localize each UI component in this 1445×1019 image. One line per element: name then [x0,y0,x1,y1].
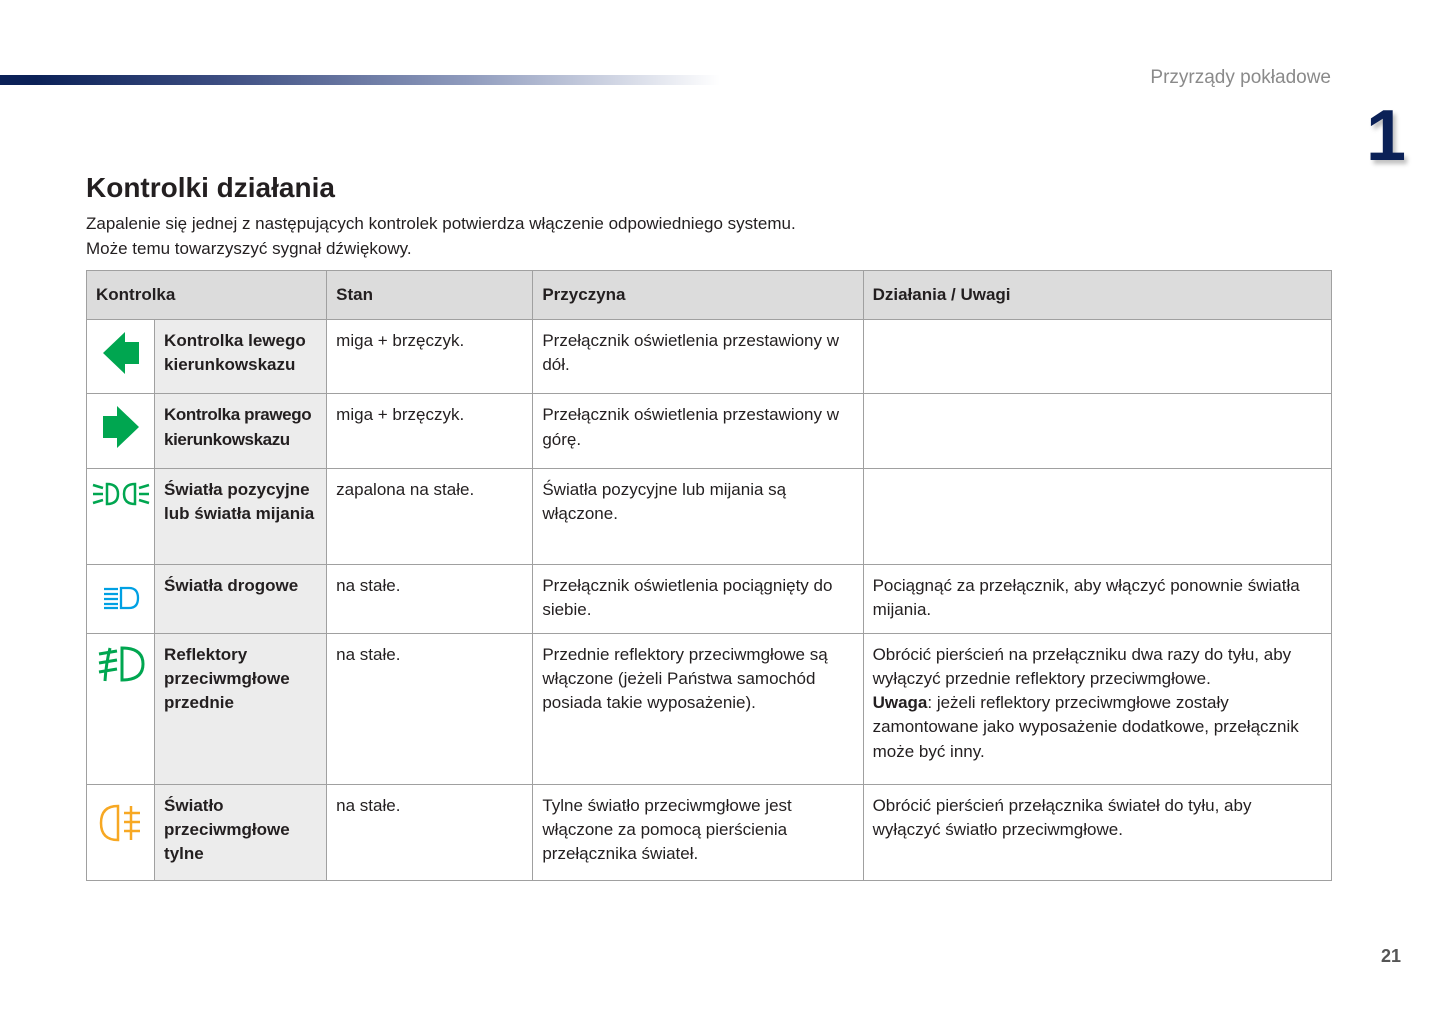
table-row [87,320,1332,394]
light-name: Kontrolka prawego kierunkowskazu [155,394,327,468]
column-header: Przyczyna [533,271,863,320]
intro-line: Może temu towarzyszyć sygnał dźwiękowy. [86,238,412,258]
table-row [87,633,1332,784]
intro-line: Zapalenie się jednej z następujących kontrolek potwierdza włączenie odpowiedniego systemu. [86,214,796,233]
light-state: miga + brzęczyk. [327,320,533,394]
table-row [87,564,1332,633]
table-header-row [87,271,1332,320]
light-name: Światła pozycyjne lub światła mijania [155,468,327,564]
light-action [863,468,1331,564]
light-action: Pociągnąć za przełącznik, aby włączyć ponownie światła mijania. [863,564,1331,633]
column-header: Działania / Uwagi [863,271,1331,320]
action-text: Obrócić pierścień na przełączniku dwa razy do tyłu, aby wyłączyć przednie reflektory przeciwmgłowe. [872,644,1292,688]
light-name: Reflektory przeciwmgłowe przednie [155,633,327,784]
note-label: Uwaga [872,693,928,713]
sidelights-dipped-beam-icon [90,479,152,513]
light-action [863,394,1331,468]
section-title: Przyrządy pokładowe [1150,67,1331,88]
light-state: zapalona na stałe. [327,468,533,564]
header-gradient-bar [0,75,720,85]
front-fog-lamp-icon [95,644,147,684]
right-turn-arrow-icon [101,404,141,450]
chapter-number: 1 [1366,96,1407,176]
light-name: Światła drogowe [155,564,327,633]
action-note: : jeżeli reflektory przeciwmgłowe zostały zamontowane jako wyposażenie dodatkowe, przełącznik może być inny. [872,693,1299,761]
light-name: Kontrolka lewego kierunkowskazu [155,320,327,394]
table-row [87,468,1332,564]
light-action: Obrócić pierścień przełącznika świateł do tyłu, aby wyłączyć światło przeciwmgłowe. [863,784,1331,880]
page-title: Kontrolki działania [86,172,335,203]
light-state: na stałe. [327,564,533,633]
light-cause: Przełącznik oświetlenia pociągnięty do siebie. [533,564,863,633]
table-row [87,784,1332,880]
light-cause: Tylne światło przeciwmgłowe jest włączone za pomocą pierścienia przełącznika świateł. [533,784,863,880]
left-turn-arrow-icon [101,330,141,376]
warning-lights-table [86,270,1332,881]
rear-fog-lamp-icon [98,803,144,843]
light-state: na stałe. [327,633,533,784]
main-beam-icon [101,585,141,611]
column-header: Stan [327,271,533,320]
light-cause: Przełącznik oświetlenia przestawiony w górę. [533,394,863,468]
light-cause: Przednie reflektory przeciwmgłowe są włączone (jeżeli Państwa samochód posiada takie wyposażenie). [533,633,863,784]
light-action [863,633,1331,784]
light-cause: Światła pozycyjne lub mijania są włączone. [533,468,863,564]
light-name: Światło przeciwmgłowe tylne [155,784,327,880]
light-state: miga + brzęczyk. [327,394,533,468]
light-state: na stałe. [327,784,533,880]
column-header: Kontrolka [87,271,327,320]
intro-text [86,212,796,261]
light-action [863,320,1331,394]
light-cause: Przełącznik oświetlenia przestawiony w dół. [533,320,863,394]
page-number: 21 [1381,946,1402,966]
table-row [87,394,1332,468]
